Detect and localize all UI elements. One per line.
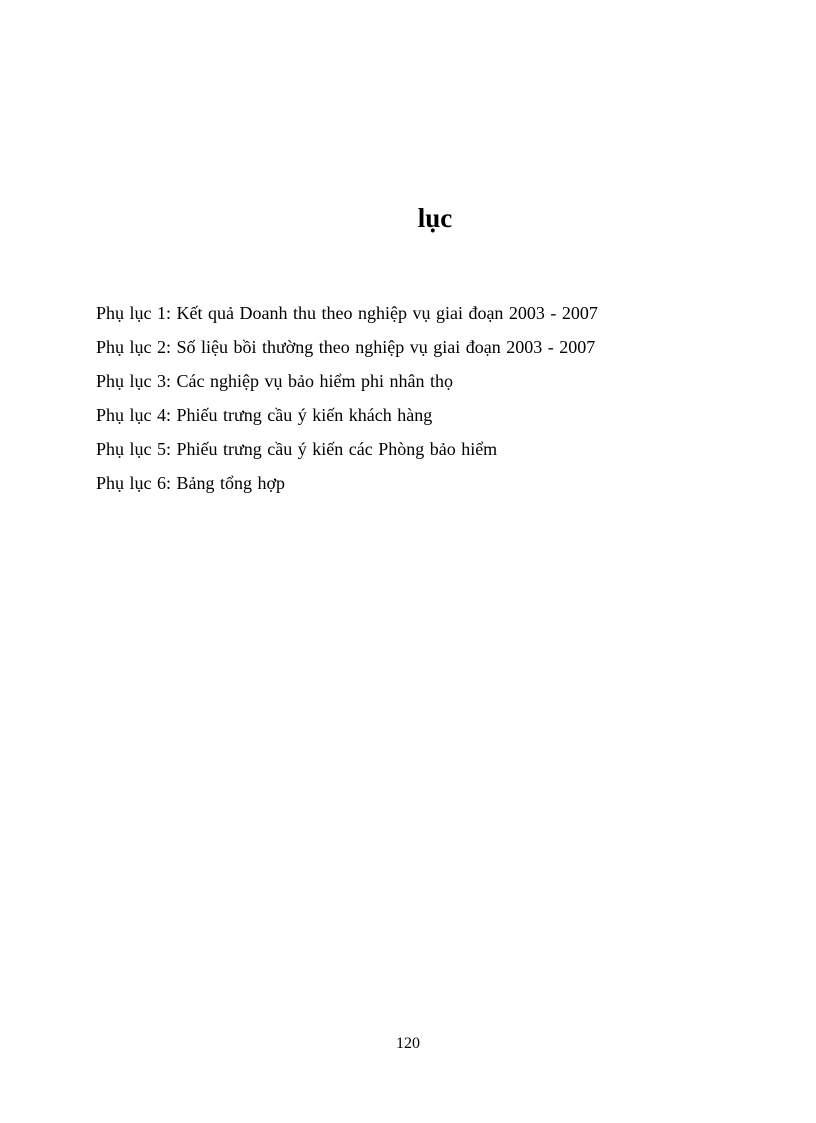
appendix-item-6: Phụ lục 6: Bảng tổng hợp [96, 473, 286, 493]
appendix-item-2: Phụ lục 2: Số liệu bồi thường theo nghiệp vụ giai đoạn 2003 - 2007 [96, 337, 596, 357]
page-number: 120 [396, 1035, 420, 1052]
appendix-list [96, 296, 598, 500]
appendix-item-4: Phụ lục 4: Phiếu trưng cầu ý kiến khách hàng [96, 405, 433, 425]
page-title: lục [417, 203, 453, 233]
appendix-item-3: Phụ lục 3: Các nghiệp vụ bảo hiểm phi nhân thọ [96, 371, 453, 391]
appendix-item-1: Phụ lục 1: Kết quả Doanh thu theo nghiệp vụ giai đoạn 2003 - 2007 [96, 303, 598, 323]
appendix-item-5: Phụ lục 5: Phiếu trưng cầu ý kiến các Phòng bảo hiểm [96, 439, 498, 459]
